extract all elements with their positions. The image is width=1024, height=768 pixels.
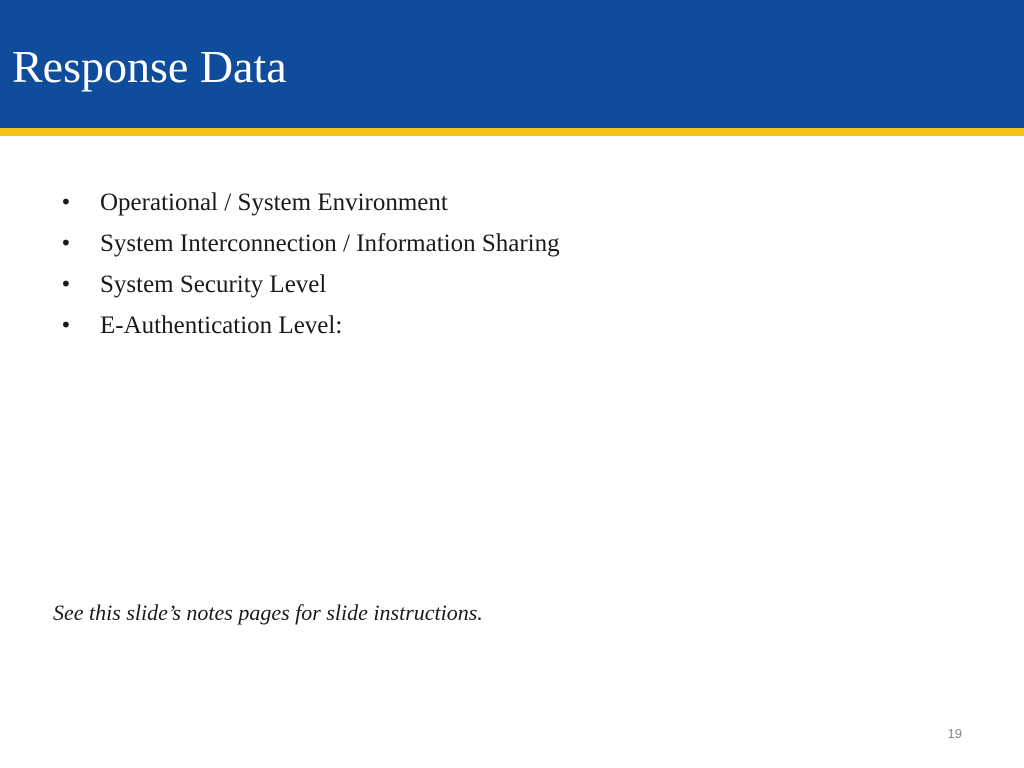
- page-number: 19: [947, 726, 962, 741]
- bullet-text: Operational / System Environment: [100, 189, 448, 216]
- bullet-marker: •: [60, 272, 72, 296]
- bullet-marker: •: [60, 313, 72, 337]
- notes-instruction: See this slide’s notes pages for slide instructions.: [53, 600, 483, 625]
- bullet-marker: •: [60, 190, 72, 214]
- bullet-text: System Security Level: [100, 271, 327, 298]
- title-accent-stripe: [0, 128, 1024, 136]
- slide-title: Response Data: [12, 41, 287, 92]
- bullet-text: E-Authentication Level:: [100, 312, 343, 339]
- bullet-text: System Interconnection / Information Sharing: [100, 230, 560, 257]
- bullet-marker: •: [60, 231, 72, 255]
- title-banner: [0, 0, 1024, 128]
